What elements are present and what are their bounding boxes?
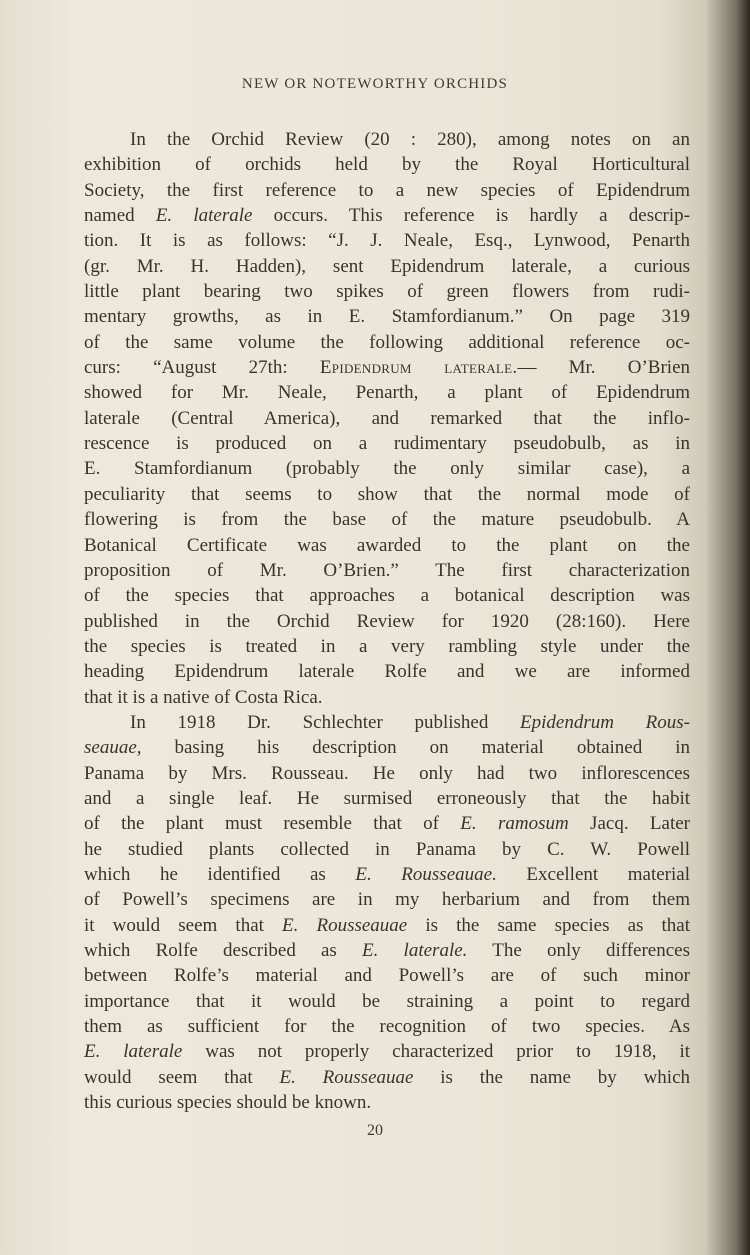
text-line xyxy=(84,1090,690,1115)
text-segment: and a single leaf. He surmised erroneously that the habit xyxy=(84,787,690,809)
text-line xyxy=(84,228,690,253)
text-segment: rescence is produced on a rudimentary pseudobulb, as in xyxy=(84,433,690,455)
text-segment: peculiarity that seems to show that the normal mode of xyxy=(84,483,690,505)
text-line xyxy=(84,533,690,558)
text-segment: which he identified as xyxy=(84,863,356,885)
small-caps-text: Epidendrum laterale. xyxy=(319,357,518,379)
text-segment: published in the Orchid Review for 1920 (28:160). Here xyxy=(84,610,690,632)
text-line xyxy=(84,634,690,659)
text-segment: exhibition of orchids held by the Royal Horticultural xyxy=(84,154,690,176)
text-segment: E. Stamfordianum (probably the only similar case), a xyxy=(84,458,690,480)
text-segment: is the name by which xyxy=(413,1066,690,1088)
text-segment: Jacq. Later xyxy=(568,813,690,835)
text-line xyxy=(84,1039,690,1064)
text-segment: occurs. This reference is hardly a descrip- xyxy=(252,205,690,227)
text-segment: proposition of Mr. O’Brien.” The first characterization xyxy=(84,559,690,581)
text-segment: mentary growths, as in E. Stamfordianum.” On page 319 xyxy=(84,306,690,328)
text-line xyxy=(84,837,690,862)
text-line xyxy=(84,887,690,912)
text-segment: he studied plants collected in Panama by C. W. Powell xyxy=(84,838,690,860)
text-line xyxy=(84,1065,690,1090)
text-segment: In 1918 Dr. Schlechter published xyxy=(130,711,521,733)
text-segment: Panama by Mrs. Rousseau. He only had two inflorescences xyxy=(84,762,690,784)
text-line xyxy=(84,355,690,380)
text-segment: basing his description on material obtained in xyxy=(141,737,690,759)
text-segment: Society, the first reference to a new species of Epidendrum xyxy=(84,179,690,201)
text-segment: Excellent material xyxy=(496,863,690,885)
text-segment: which Rolfe described as xyxy=(84,940,363,961)
text-line xyxy=(84,254,690,279)
italic-text: seauae, xyxy=(84,737,142,759)
text-segment: curs: “August 27th: xyxy=(84,357,320,379)
text-line xyxy=(84,380,690,405)
text-line xyxy=(84,786,690,811)
text-line xyxy=(84,710,690,735)
text-segment: is the same species as that xyxy=(407,914,690,936)
text-segment: would seem that xyxy=(84,1066,280,1088)
text-segment: heading Epidendrum laterale Rolfe and we are informed xyxy=(84,661,690,683)
italic-text: E. Rousseauae. xyxy=(355,863,497,885)
text-segment: Botanical Certificate was awarded to the plant on the xyxy=(84,534,690,556)
body-text xyxy=(84,127,690,1115)
text-line xyxy=(84,913,690,938)
text-segment: between Rolfe’s material and Powell’s are of such minor xyxy=(84,965,690,987)
text-segment: was not properly characterized prior to 1918, it xyxy=(182,1041,690,1063)
italic-text: E. Rousseauae xyxy=(279,1066,414,1088)
text-segment: of the species that approaches a botanical description was xyxy=(84,585,690,607)
text-segment: showed for Mr. Neale, Penarth, a plant of Epidendrum xyxy=(84,382,690,404)
italic-text: E. ramosum xyxy=(460,813,569,835)
text-segment: of the same volume the following additional reference oc- xyxy=(84,331,690,353)
text-segment: little plant bearing two spikes of green flowers from rudi- xyxy=(84,281,690,303)
text-segment: flowering is from the base of the mature pseudobulb. A xyxy=(84,509,690,531)
text-line xyxy=(84,507,690,532)
running-head: NEW OR NOTEWORTHY ORCHIDS xyxy=(241,76,509,92)
text-line xyxy=(84,152,690,177)
text-line xyxy=(84,963,690,988)
text-line xyxy=(84,685,690,710)
text-line xyxy=(84,735,690,760)
text-segment: of Powell’s specimens are in my herbarium and from them xyxy=(84,889,690,911)
text-segment: In the Orchid Review (20 : 280), among notes on an xyxy=(130,129,690,150)
text-segment: named xyxy=(84,205,156,227)
text-line xyxy=(84,178,690,203)
text-line xyxy=(84,482,690,507)
text-line xyxy=(84,431,690,456)
text-segment: importance that it would be straining a point to regard xyxy=(84,990,690,1012)
text-line xyxy=(84,304,690,329)
text-line xyxy=(84,127,690,152)
text-line xyxy=(84,659,690,684)
text-line xyxy=(84,583,690,608)
text-line xyxy=(84,330,690,355)
text-segment: it would seem that xyxy=(84,914,283,936)
italic-text: Epidendrum Rous- xyxy=(520,711,690,733)
text-line xyxy=(84,609,690,634)
italic-text: E. Rousseauae xyxy=(282,914,408,936)
italic-text: E. laterale. xyxy=(362,940,468,961)
text-line xyxy=(84,811,690,836)
page-number: 20 xyxy=(367,1122,383,1139)
italic-text: E. laterale xyxy=(155,205,253,227)
italic-text: E. laterale xyxy=(84,1041,183,1063)
text-segment: of the plant must resemble that of xyxy=(84,813,461,835)
text-segment: tion. It is as follows: “J. J. Neale, Esq., Lynwood, Penarth xyxy=(84,230,690,252)
text-line xyxy=(84,456,690,481)
text-segment: The only differences xyxy=(467,940,690,961)
text-segment: — Mr. O’Brien xyxy=(517,357,690,379)
text-line xyxy=(84,862,690,887)
text-segment: laterale (Central America), and remarked that the inflo- xyxy=(84,407,690,429)
text-line xyxy=(84,279,690,304)
text-line xyxy=(84,406,690,431)
text-segment: (gr. Mr. H. Hadden), sent Epidendrum laterale, a curious xyxy=(84,255,690,277)
text-line xyxy=(84,558,690,583)
text-segment: this curious species should be known. xyxy=(84,1092,372,1114)
text-line xyxy=(84,203,690,228)
text-line xyxy=(84,938,690,963)
text-line xyxy=(84,761,690,786)
text-segment: them as sufficient for the recognition of two species. As xyxy=(84,1016,690,1038)
text-line xyxy=(84,1014,690,1039)
text-segment: that it is a native of Costa Rica. xyxy=(84,686,323,708)
text-segment: the species is treated in a very rambling style under the xyxy=(84,635,690,657)
text-line xyxy=(84,989,690,1014)
